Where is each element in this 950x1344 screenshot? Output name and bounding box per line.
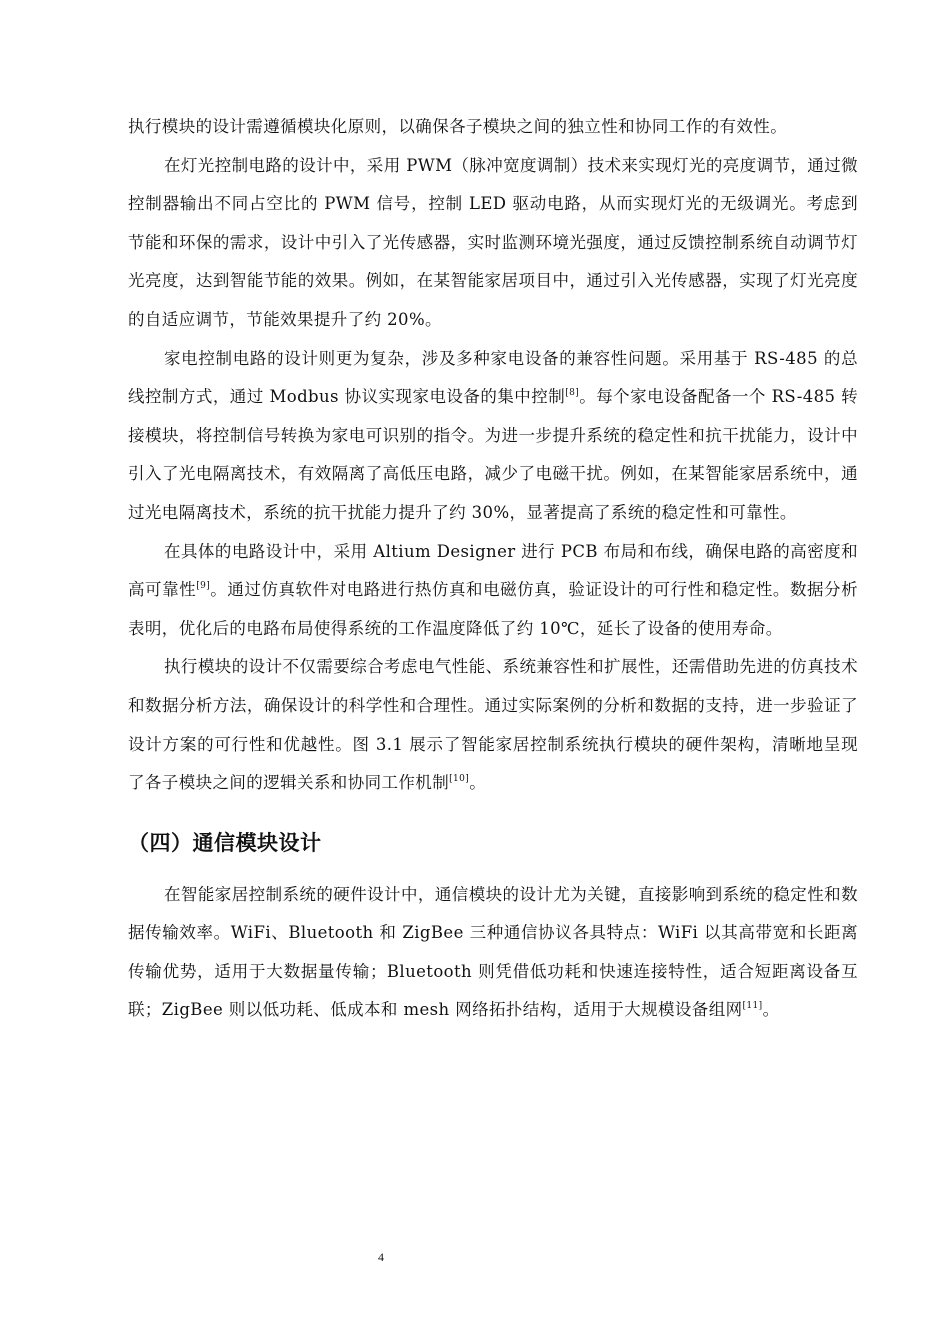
paragraph-text: 在灯光控制电路的设计中，采用 PWM（脉冲宽度调制）技术来实现灯光的亮度调节，通过微控制器输出不同占空比的 PWM 信号，控制 LED 驱动电路，从而实现灯光的无级调光。考虑到节能和环保的需求，设计中引入了光传感器，实时监测环境光强度，通过反馈控制系统自动调节灯光亮度，达到智能节能的效果。例如，在某智能家居项目中，通过引入光传感器，实现了灯光亮度的自适应调节，节能效果提升了约 20%。 (128, 155, 859, 329)
paragraph-appliance-control (128, 340, 858, 533)
paragraph-text: 在具体的电路设计中，采用 Altium Designer 进行 PCB 布局和布线，确保电路的高密度和高可靠性 (128, 541, 858, 600)
paragraph-text: 。 (762, 1000, 780, 1020)
citation-8: [8] (565, 388, 580, 399)
paragraph-text: 执行模块的设计不仅需要综合考虑电气性能、系统兼容性和扩展性，还需借助先进的仿真技术和数据分析方法，确保设计的科学性和合理性。通过实际案例的分析和数据的支持，进一步验证了设计方案的可行性和优越性。图 3.1 展示了智能家居控制系统执行模块的硬件架构，清晰地呈现了各子模块之间的逻辑关系和协同工作机制 (128, 657, 858, 793)
section-heading-communication-module: （四）通信模块设计 (128, 830, 322, 855)
paragraph-text: 家电控制电路的设计则更为复杂，涉及多种家电设备的兼容性问题。采用基于 RS-485 的总线控制方式，通过 Modbus 协议实现家电设备的集中控制 (128, 348, 858, 407)
document-body (128, 108, 858, 1030)
citation-9: [9] (196, 581, 211, 592)
paragraph-execution-summary (128, 648, 858, 802)
paragraph-text: 执行模块的设计需遵循模块化原则，以确保各子模块之间的独立性和协同工作的有效性。 (128, 117, 788, 136)
paragraph-text: 在智能家居控制系统的硬件设计中，通信模块的设计尤为关键，直接影响到系统的稳定性和数据传输效率。WiFi、Bluetooth 和 ZigBee 三种通信协议各具特点：WiFi 以其高带宽和长距离传输优势，适用于大数据量传输；Bluetooth 则凭借低功耗和快速连接特性，适合短距离设备互联；ZigBee 则以低功耗、低成本和 mesh 网络拓扑结构，适用于大规模设备组网 (128, 884, 858, 1020)
paragraph-execution-module-continued (128, 108, 858, 147)
citation-11: [11] (742, 1001, 763, 1012)
paragraph-text: 。 (469, 773, 487, 793)
paragraph-circuit-design (128, 533, 858, 649)
paragraph-text: 。每个家电设备配备一个 RS-485 转接模块，将控制信号转换为家电可识别的指令。为进一步提升系统的稳定性和抗干扰能力，设计中引入了光电隔离技术，有效隔离了高低压电路，减少了电磁干扰。例如，在某智能家居系统中，通过光电隔离技术，系统的抗干扰能力提升了约 30%，显著提高了系统的稳定性和可靠性。 (128, 387, 858, 522)
paragraph-lighting-control (128, 147, 858, 340)
citation-10: [10] (449, 774, 470, 785)
paragraph-communication-module (128, 876, 858, 1030)
paragraph-text: 。通过仿真软件对电路进行热仿真和电磁仿真，验证设计的可行性和稳定性。数据分析表明，优化后的电路布局使得系统的工作温度降低了约 10℃，延长了设备的使用寿命。 (128, 580, 858, 638)
page-number: 4 (378, 1250, 384, 1264)
